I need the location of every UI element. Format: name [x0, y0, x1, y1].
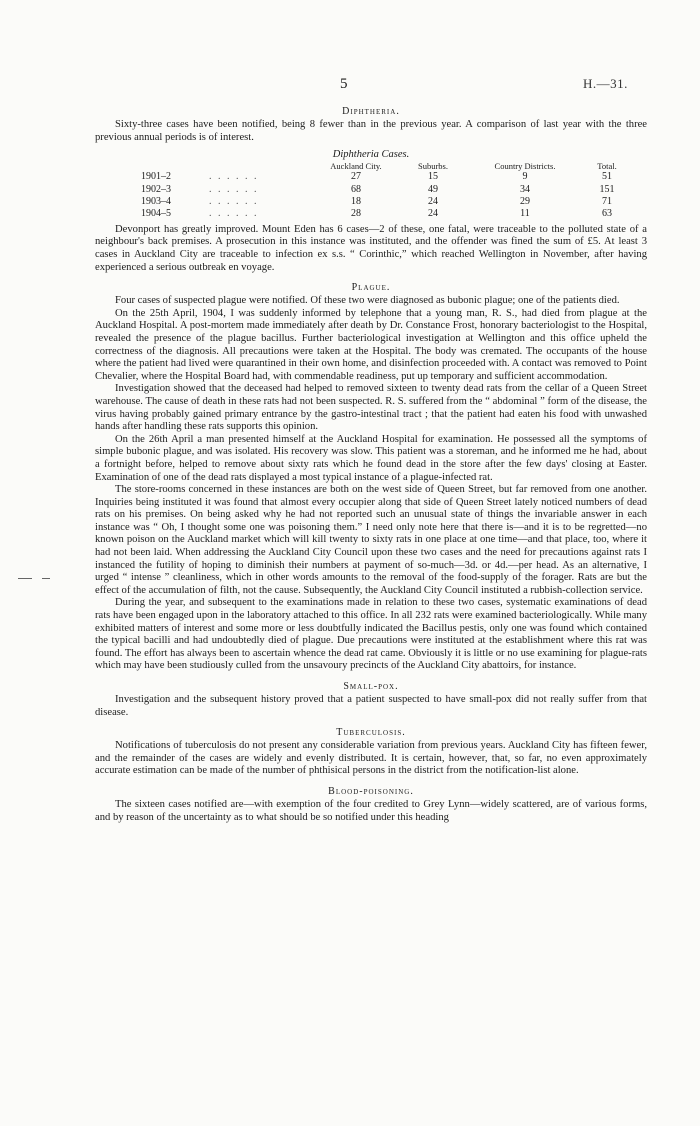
table-row [135, 184, 633, 196]
value-cell: 68 [351, 183, 361, 195]
heading-diphtheria: Diphtheria. [342, 106, 400, 117]
value-cell: 24 [428, 196, 438, 207]
diphtheria-table [135, 161, 633, 221]
heading-tuberculosis: Tuberculosis. [336, 727, 406, 739]
document-body [95, 76, 647, 824]
plague-paragraph: Investigation showed that the deceased had helped to removed sixteen to twenty dead rats from the cellar of a Queen Street warehouse. The cause of death in these rats had not been suspected. R. S. suffered from the “ abdominal ” form of the disease, the virus having probably gained primary entrance by the gastro-intestinal tract ; that the patient had eaten his food with unwashed hands after handling these rats supports this opinion. [95, 383, 647, 433]
value-cell: 11 [520, 208, 530, 220]
column-header: Auckland City. [330, 161, 382, 172]
value-cell: 18 [351, 196, 361, 207]
diphtheria-intro: Sixty-three cases have been notified, being 8 fewer than in the previous year. A comparison of last year with the three previous annual periods is of interest. [95, 119, 647, 143]
plague-paragraph: On the 25th April, 1904, I was suddenly informed by telephone that a young man, R. S., had died from plague at the Auckland Hospital. A post-mortem made immediately after death by Dr. Constance Frost, honorary bacteriologist to the Hospital, revealed the presence of the plague bacillus. Further bacteriological investigation at Wellington and this office upheld the correctness of the diagnosis. All precautions were taken at the Hospital. The body was cremated. The occupants of the house where the patient had lived were quarantined in their own home, and disinfection proceeded with. A contact was removed to Point Chevalier, where the Hospital Board had, with commendable readiness, put up temporary and sufficient accommodation. [95, 307, 647, 382]
table-row [135, 208, 633, 220]
value-cell: 151 [599, 183, 615, 195]
dot-leader: . . . . . . [209, 196, 259, 207]
year-cell: 1901–2 [141, 171, 171, 183]
blood-poisoning-paragraph: The sixteen cases notified are—with exemption of the four credited to Grey Lynn—widely scattered, are of various forms, and by reason of the uncertainty as to what should be so notified under this heading [95, 798, 647, 823]
document-reference: H.—31. [583, 76, 628, 91]
margin-tick-left [18, 578, 32, 579]
column-header: Country Districts. [494, 161, 556, 172]
table-row [135, 171, 633, 183]
small-pox-paragraph: Investigation and the subsequent history proved that a patient suspected to have small-pox did not really suffer from that disease. [95, 694, 647, 718]
plague-paragraph: Four cases of suspected plague were notified. Of these two were diagnosed as bubonic plague; one of the patients died. [115, 295, 620, 307]
dot-leader: . . . . . . [209, 171, 259, 183]
value-cell: 51 [602, 171, 612, 183]
value-cell: 29 [520, 196, 530, 207]
diphtheria-paragraph-2: Devonport has greatly improved. Mount Eden has 6 cases—2 of these, one fatal, were traceable to the polluted state of a neighbour's back premises. A prosecution in this instance was instituted, and the offender was fined the sum of £5. At least 3 cases in Auckland City are traceable to infection ex s.s. “ Corinthic,” which reached Wellington in November, after having experienced a serious outbreak en voyage. [95, 223, 647, 273]
table-header-row [135, 161, 633, 171]
year-cell: 1902–3 [141, 183, 171, 195]
heading-blood-poisoning: Blood-poisoning. [328, 785, 414, 797]
year-cell: 1904–5 [141, 208, 171, 220]
plague-paragraph: During the year, and subsequent to the examinations made in relation to these two cases, systematic examinations of dead rats have been engaged upon in the laboratory attached to this office. In all 232 rats were examined bacteriologically. While many exhibited matters of interest and some more or less doubtfully indicated the Bacillus pestis, only one was found which contained the typical bacilli and had undoubtedly died of plague. Due precautions were instituted at the establishment where this rat was found. The effort has always been to ascertain whence the dead rat came. Obviously it is little or no use examining for plague-rats which may have been studiously culled from the unsavoury precincts of the Auckland City abattoirs, for instance. [95, 597, 647, 672]
table-row [135, 196, 633, 208]
value-cell: 9 [522, 171, 528, 183]
year-cell: 1903–4 [141, 196, 171, 207]
margin-tick-left-2 [42, 578, 50, 579]
tuberculosis-paragraph: Notifications of tuberculosis do not present any considerable variation from previous years. Auckland City has fifteen fewer, and the remainder of the cases are widely and evenly distributed. It is certain, however, that, so far, no even approximately accurate estimation can be made of the number of phthisical persons in the district from the notification-list alone. [95, 740, 647, 777]
column-header: Suburbs. [418, 161, 448, 172]
value-cell: 28 [351, 208, 361, 220]
value-cell: 49 [428, 183, 438, 195]
page-number: 5 [340, 76, 348, 92]
plague-paragraph: The store-rooms concerned in these instances are both on the west side of Queen Street, but far removed from one another. Inquiries being instituted it was found that almost every occupier along that side of Queen Street lately noticed numbers of dead rats on his premises. On being asked why he had not reported such an unusual state of things the invariable answer in each instance was “ Oh, I thought some one was poisoning them.” I need only note here that there is—and it is to be regretted—no known poison on the Auckland market which will kill twenty to sixty rats in one place at one time—and that place, too, where it had not been laid. When addressing the Auckland City Council upon these two cases and the need for precautions against rats I instanced the futility of hoping to diminish their numbers at payment of so-much—3d. or 4d.—per head. As an alternative, I urged “ intense ” cleanliness, which in other words amounts to the removal of the food-supply of the forager. Rats are but the effect of the accumulation of filth, not the cause. Subsequently, the Auckland City Council instituted a rubbish-collection service. [95, 484, 647, 596]
heading-plague: Plague. [351, 282, 391, 294]
value-cell: 71 [602, 196, 612, 207]
plague-paragraph: On the 26th April a man presented himself at the Auckland Hospital for examination. He possessed all the symptoms of simple bubonic plague, and was isolated. His recovery was slow. This patient was a storeman, and he informed me he had, about a fortnight before, helped to remove about sixty rats which he found dead in the store after the few days' closing at Easter. Examination of one of the dead rats displayed a most typical instance of a plague-infected rat. [95, 433, 647, 483]
value-cell: 15 [428, 171, 438, 183]
heading-small-pox: Small-pox. [343, 681, 399, 692]
value-cell: 63 [602, 208, 612, 220]
diphtheria-table-caption: Diphtheria Cases. [332, 149, 410, 161]
dot-leader: . . . . . . [209, 208, 259, 220]
column-header: Total. [597, 161, 617, 172]
value-cell: 34 [520, 183, 530, 195]
dot-leader: . . . . . . [209, 183, 259, 195]
value-cell: 27 [351, 171, 361, 183]
value-cell: 24 [428, 208, 438, 220]
